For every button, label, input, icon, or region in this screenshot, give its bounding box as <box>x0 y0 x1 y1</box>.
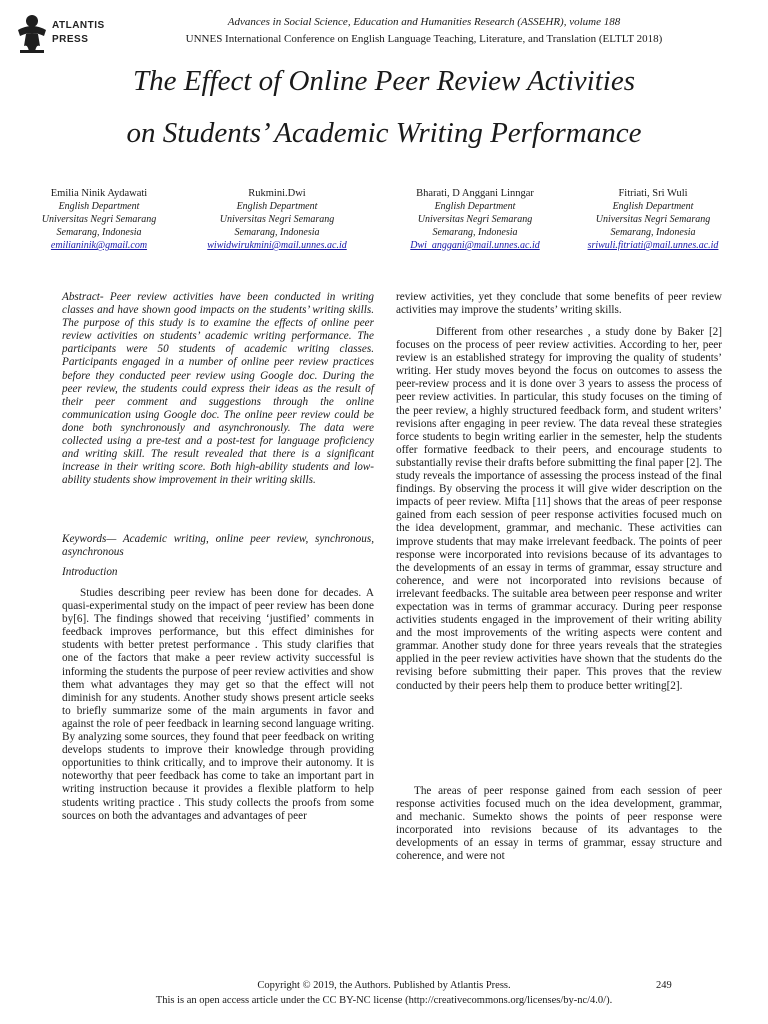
author-name: Bharati, D Anggani Linngar <box>416 188 534 199</box>
author-department: English Department <box>58 201 140 212</box>
body-paragraph: The areas of peer response gained from each session of peer response activities focused much on the idea development, grammar, and mechanic. Sumekto shows the points of peer response were incorporated into revisions because of its advantages to the developments of an essay in terms of grammar, essay structure and coherence, and were not <box>396 785 722 863</box>
author-list <box>20 187 748 267</box>
atlas-figure-icon <box>14 14 50 54</box>
author-city: Semarang, Indonesia <box>432 227 518 238</box>
logo-text-press: PRESS <box>52 34 89 45</box>
author-block <box>574 187 732 252</box>
author-department: English Department <box>434 201 516 212</box>
author-university: Universitas Negri Semarang <box>595 214 711 225</box>
section-heading-introduction: Introduction <box>62 566 118 578</box>
atlantis-press-logo <box>14 14 110 56</box>
author-university: Universitas Negri Semarang <box>417 214 533 225</box>
author-name: Rukmini.Dwi <box>248 188 306 199</box>
author-university: Universitas Negri Semarang <box>219 214 335 225</box>
author-city: Semarang, Indonesia <box>234 227 320 238</box>
logo-text-atlantis: ATLANTIS <box>52 20 105 31</box>
paper-title-line-1: The Effect of Online Peer Review Activities <box>133 65 635 97</box>
author-department: English Department <box>236 201 318 212</box>
body-paragraph: review activities, yet they conclude that some benefits of peer review activities may improve the students’ writing skills. <box>396 291 722 317</box>
license-notice: This is an open access article under the CC BY-NC license (http://creativecommons.org/licenses/by-nc/4.0/). <box>155 995 613 1006</box>
author-email-link[interactable]: Dwi_anggani@mail.unnes.ac.id <box>410 240 540 251</box>
author-email-link[interactable]: emilianinik@gmail.com <box>50 240 148 251</box>
conference-header: UNNES International Conference on English Language Teaching, Literature, and Translation (ELTLT 2018) <box>185 33 663 45</box>
author-university: Universitas Negri Semarang <box>41 214 157 225</box>
copyright-notice: Copyright © 2019, the Authors. Published by Atlantis Press. <box>257 980 511 991</box>
author-city: Semarang, Indonesia <box>56 227 142 238</box>
abstract-paragraph: Abstract- Peer review activities have been conducted in writing classes and have shown good impacts on the students’ writing skills. The purpose of this study is to examine the effects of online peer review activities on students’ academic writing performance. The participants were 50 students of academic writing classes. Participants engaged in a number of online peer review practices before they conducted peer review using Google doc. During the peer review, the students could express their ideas as the result of their peer comment and suggestions through the online communication using Google doc. The online peer review could be done both synchronously and asynchronously. The data were collected using a pre-test and a post-test for language proficiency and writing skill. The result revealed that there is a significant increase in their writing score. Both high-ability students and low-ability students show improvement in their writing skills. <box>62 291 374 487</box>
author-email-link[interactable]: wiwidwirukmini@mail.unnes.ac.id <box>207 240 347 251</box>
intro-paragraph: Studies describing peer review has been done for decades. A quasi-experimental study on the impact of peer review has been done by[6]. The findings showed that receiving ‘justified’ comments in feedback improves performance, but this effect diminishes for students with better pretest performance . This study clarifies that one of the factors that make a peer review activity successful is informing the students the purpose of peer review activities and show them what advantages they may get so that the effect will not diminish for any students. Another study shows present article seeks to briefly summarize some of the main arguments in favor and against the role of peer feedback in learning second language writing. By analyzing some sources, they found that peer feedback on writing develops students to improve their knowledge through providing opportunities to think critically, and to improve their autonomy. It is noteworthy that peer feedback has come to take an important part in writing instruction because it provides a flexible platform to help students writing practice . This study collects the proofs from some sources on both the advantages and advantages of peer <box>62 587 374 822</box>
author-city: Semarang, Indonesia <box>610 227 696 238</box>
paper-title-line-2: on Students’ Academic Writing Performance <box>126 117 642 149</box>
author-name: Fitriati, Sri Wuli <box>618 188 688 199</box>
journal-header: Advances in Social Science, Education and Humanities Research (ASSEHR), volume 188 <box>227 16 621 28</box>
author-block <box>396 187 554 252</box>
author-email-link[interactable]: sriwuli.fitriati@mail.unnes.ac.id <box>587 240 719 251</box>
keywords: Keywords— Academic writing, online peer review, synchronous, asynchronous <box>62 533 374 559</box>
author-name: Emilia Ninik Aydawati <box>50 188 148 199</box>
body-paragraph: Different from other researches , a study done by Baker [2] focuses on the process of peer review activities. According to her, peer review is an established strategy for improving the quality of students’ writing. Her study moves beyond the focus on outcomes to assess the peer-review process and it is done over 3 years to assess the process of peer review activities. In particular, this study focuses on the timing of the peer review, a highly structured feedback form, and student writers’ revisions after engaging in peer review. The data reveal these strategies force students to begin writing earlier in the semester, help the students offer formative feedback to their peers, and encourage students to substantially revise their drafts before submitting the final paper [2]. The study reveals the importance of assessing the process instead of the final findings. By observing the process it will give wider description on the impacts of peer review. Mifta [11] shows that the areas of peer response gained from each session of peer response activities focused much on the idea development, grammar, and mechanic. These activities can improve students that may make irrelevant feedback. The points of peer response were incorporated into revisions because of its advantages to the developments of an essay in terms of grammar, essay structure and coherence, and were not incorporated into revisions because of irrelevant feedbacks. The suitable area between peer response and writer expectation was in terms of grammar accuracy. During peer response activities students engaged in the improvement of their writing ability and the most improvements of the writing aspects were content and grammar. Another study done for three years reveals that the strategies applied in the peer review activities have shown that the students do the revising before submitting their paper. This proves that the review conducted by their peers help them to produce better writing[2]. <box>396 326 722 692</box>
author-block <box>198 187 356 252</box>
author-department: English Department <box>612 201 694 212</box>
page-number: 249 <box>656 980 672 991</box>
author-block <box>20 187 178 252</box>
